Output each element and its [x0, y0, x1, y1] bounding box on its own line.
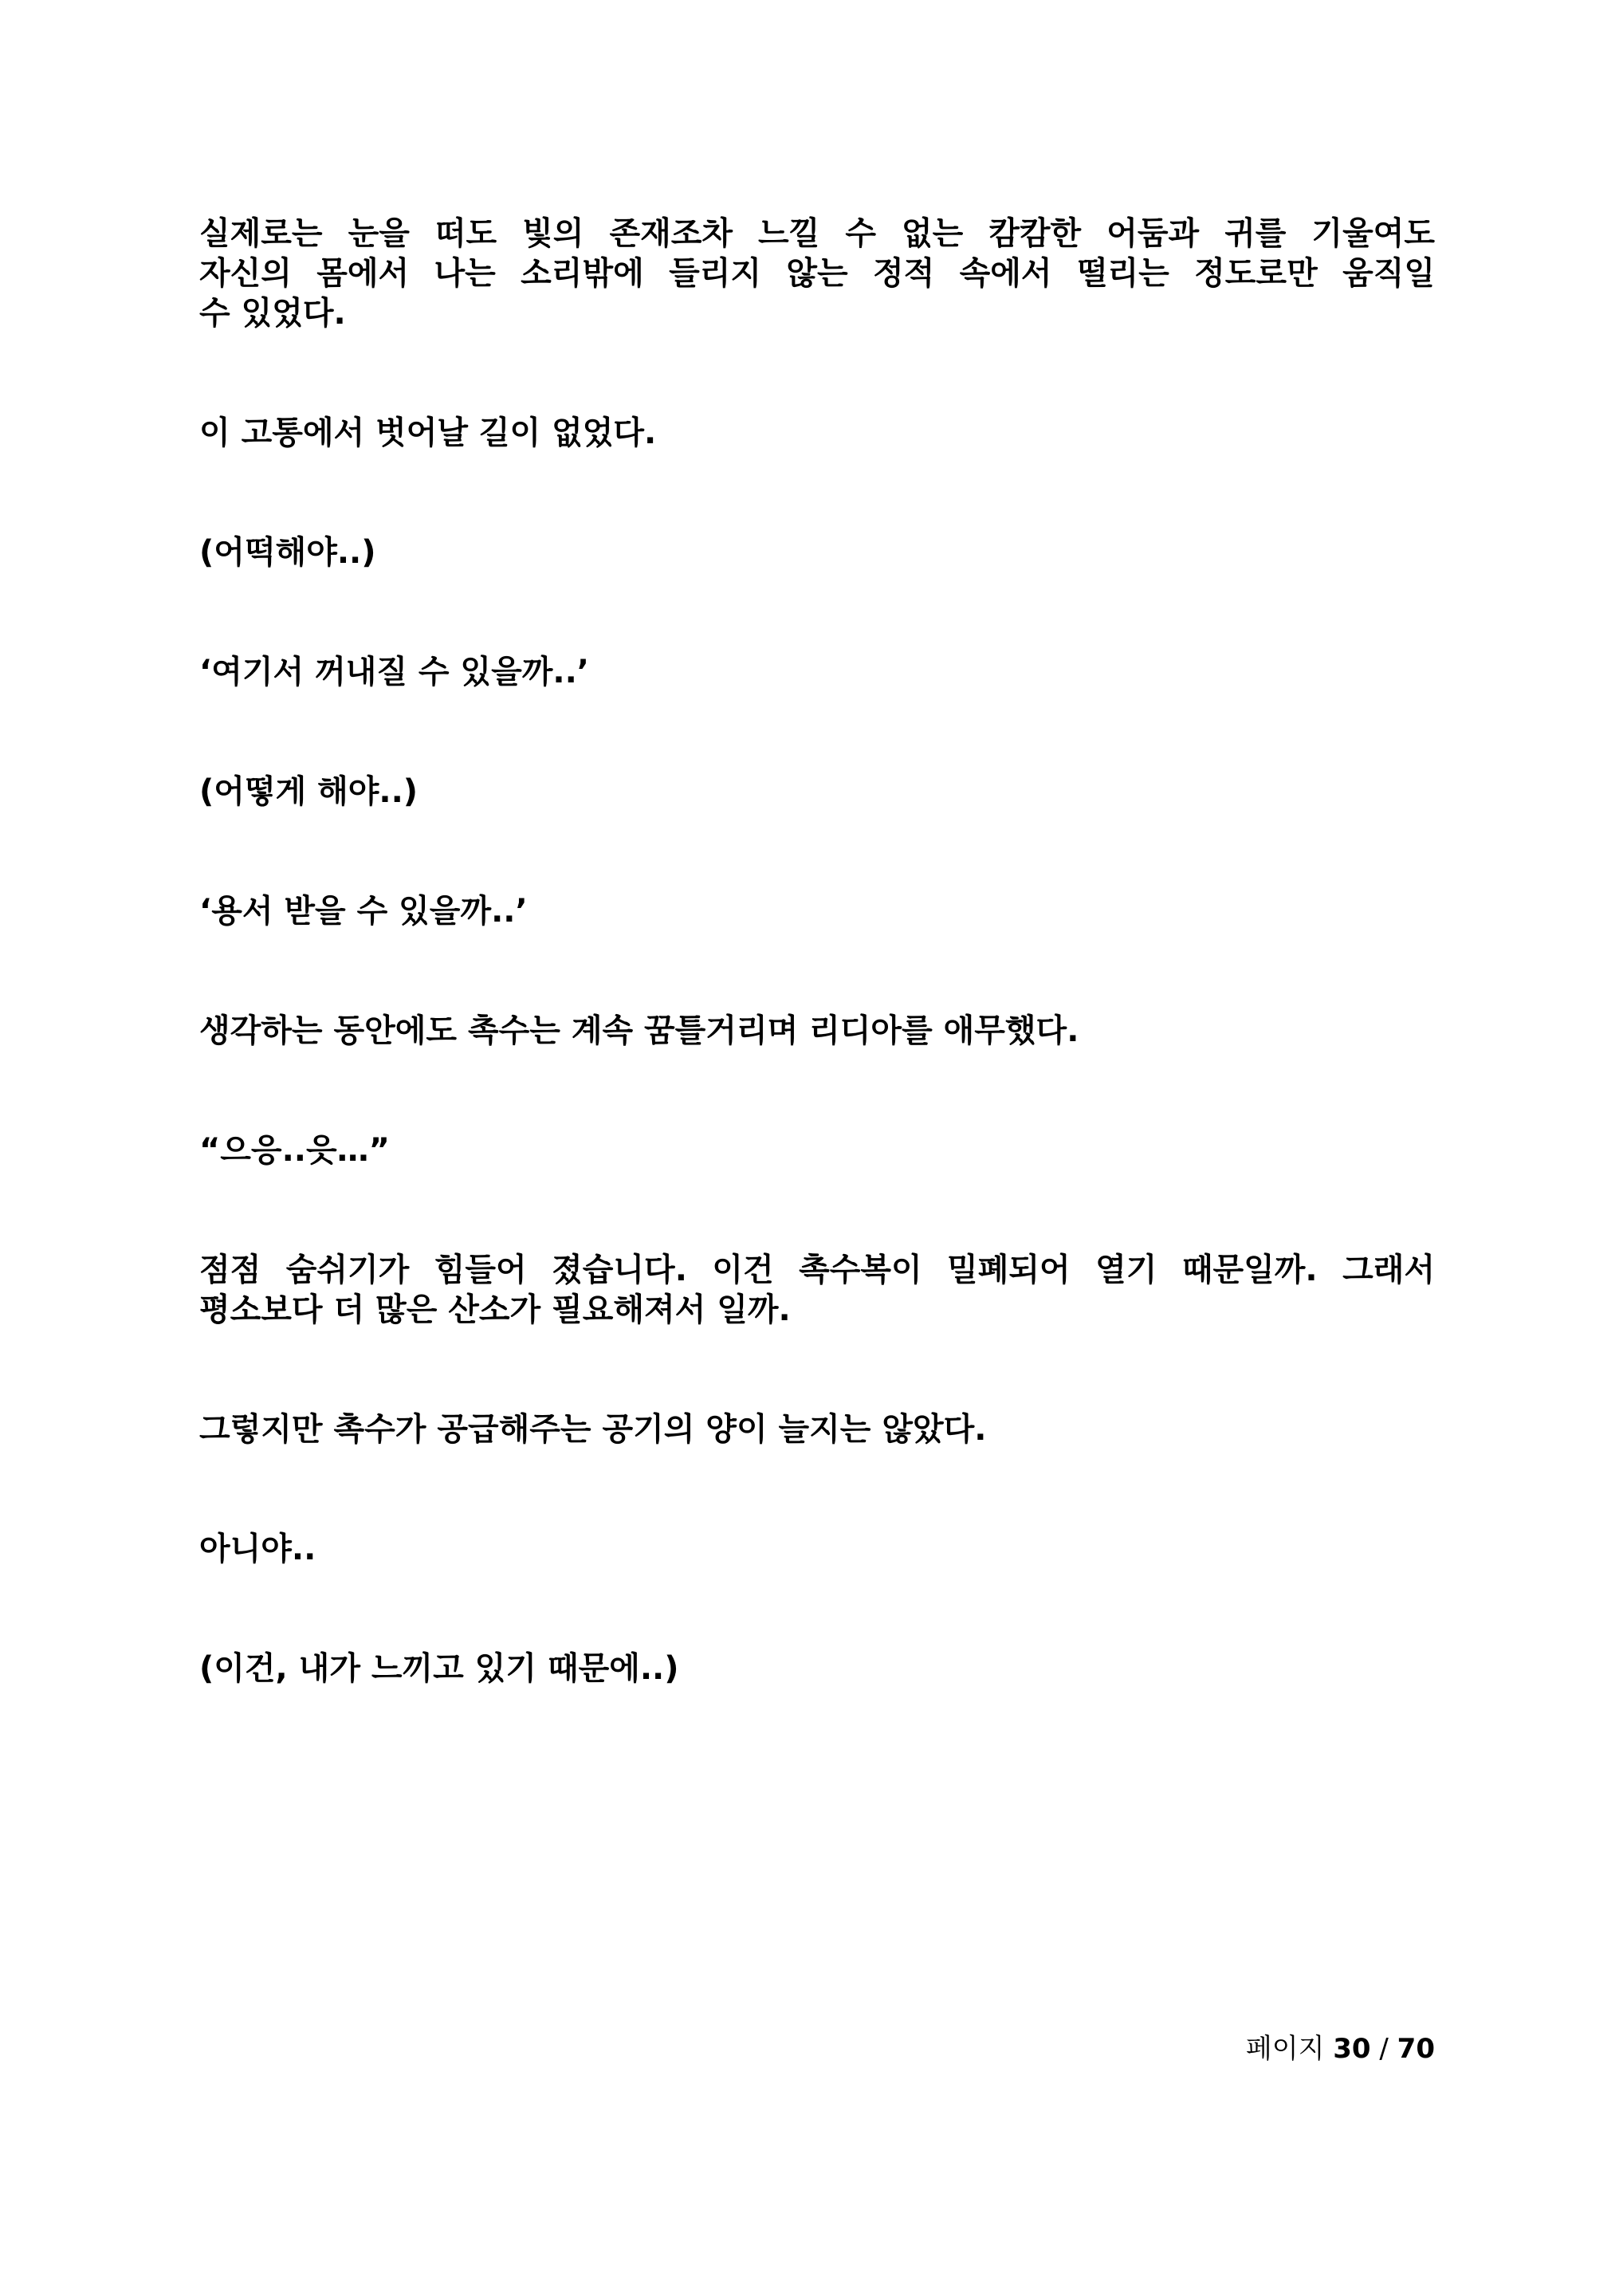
paragraph	[199, 1250, 1435, 1330]
paragraph-line: 실제로는 눈을 떠도 빛의 존재조차 느낄 수 없는 캄캄한 어둠과 귀를 기울여도	[199, 215, 1435, 252]
page-number-footer	[1246, 2031, 1435, 2066]
paragraph-line: 자신의 몸에서 나는 소리밖에 들리지 않는 정적 속에서 떨리는 정도로만 움직일	[199, 255, 1435, 292]
paragraph-line: 수 있었다.	[199, 295, 346, 332]
paragraph-line: 점점 숨쉬기가 힘들어 졌습니다. 이건 촉수복이 밀폐되어 열기 때문일까. 그래서	[199, 1252, 1435, 1288]
paragraph-line: (이건, 내가 느끼고 있기 때문에..)	[199, 1650, 679, 1687]
paragraph-line: 아니야..	[199, 1531, 316, 1567]
paragraph	[199, 1011, 1435, 1051]
paragraph	[199, 214, 1435, 333]
paragraph	[199, 1529, 1435, 1569]
page-separator: /	[1379, 2033, 1389, 2065]
paragraph-line: 이 고통에서 벗어날 길이 없었다.	[199, 415, 657, 451]
paragraph-line: (어떻게 해야..)	[199, 773, 419, 810]
paragraph	[199, 1130, 1435, 1170]
paragraph-line: (어떡해야..)	[199, 534, 376, 571]
paragraph	[199, 1409, 1435, 1449]
paragraph-line: ‘여기서 꺼내질 수 있을까..’	[199, 654, 589, 690]
paragraph	[199, 652, 1435, 692]
paragraph-line: “으응..읏…”	[199, 1132, 390, 1169]
paragraph-line: ‘용서 받을 수 있을까..’	[199, 893, 528, 930]
current-page-number: 30	[1333, 2033, 1371, 2065]
paragraph-line: 평소보다 더 많은 산소가 필요해져서 일까.	[199, 1292, 791, 1328]
total-page-number: 70	[1397, 2033, 1435, 2065]
paragraph-line: 그렇지만 촉수가 공급해주는 공기의 양이 늘지는 않았다.	[199, 1411, 987, 1448]
paragraph	[199, 891, 1435, 931]
paragraph-line: 생각하는 동안에도 촉수는 계속 꿈틀거리며 리디아를 애무했다.	[199, 1012, 1079, 1049]
document-body	[199, 214, 1435, 1768]
paragraph	[199, 533, 1435, 572]
paragraph	[199, 413, 1435, 453]
page-label: 페이지	[1245, 2033, 1325, 2065]
paragraph	[199, 1649, 1435, 1689]
paragraph	[199, 772, 1435, 812]
